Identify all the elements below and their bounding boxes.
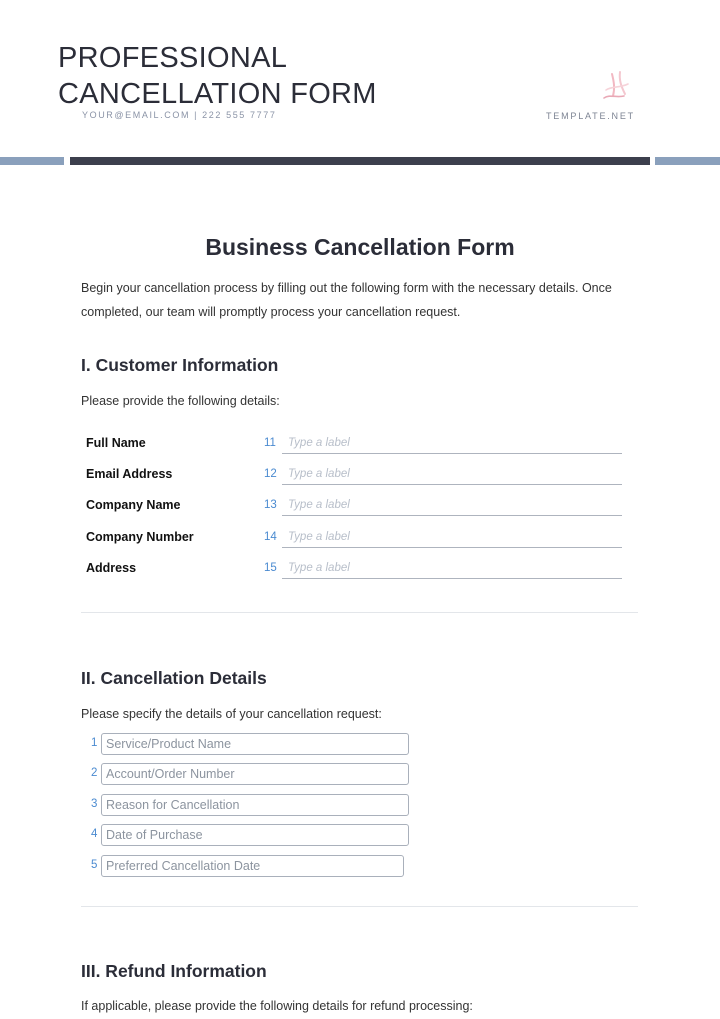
field-placeholder: Type a label [288,499,350,511]
field-number: 2 [91,767,98,779]
company-number-input[interactable] [282,526,622,548]
field-number: 5 [91,859,98,871]
field-row-company-number [86,526,622,550]
field-number: 12 [264,468,277,480]
header-band-right [655,157,720,165]
company-name-input[interactable] [282,494,622,516]
field-number: 14 [264,531,277,543]
field-label: Full Name [86,436,146,450]
field-row-service-product-name [91,733,411,755]
field-placeholder: Type a label [288,437,350,449]
field-row-address [86,557,622,581]
address-input[interactable] [282,557,622,579]
field-row-company-name [86,494,622,518]
header-title-line1: PROFESSIONAL [58,42,288,74]
field-label: Email Address [86,467,173,481]
template-net-logo-icon [598,68,638,104]
document-intro: Begin your cancellation process by filling out the following form with the necessary details. Once completed, our team will promptly process your cancellation request. [81,281,612,319]
field-number: 15 [264,562,277,574]
field-label: Address [86,561,137,575]
field-label: Company Name [86,498,181,512]
field-placeholder: Type a label [288,468,350,480]
field-number: 4 [91,828,98,840]
section-divider [81,906,638,907]
preferred-cancellation-date-input[interactable]: Preferred Cancellation Date [101,855,404,877]
field-number: 1 [91,737,98,749]
section-heading-refund-info: III. Refund Information [81,961,267,981]
field-row-preferred-cancellation-date [91,855,411,877]
field-number: 3 [91,798,98,810]
email-address-input[interactable] [282,463,622,485]
logo-text: TEMPLATE.NET [546,111,635,121]
reason-for-cancellation-input[interactable]: Reason for Cancellation [101,794,409,816]
field-row-reason-for-cancellation [91,794,411,816]
field-label: Company Number [86,530,194,544]
header-band-center [70,157,650,165]
header-title [58,40,377,112]
section-description-refund-info: If applicable, please provide the following details for refund processing: [81,999,473,1013]
field-row-email-address [86,463,622,487]
section-divider [81,612,638,613]
section-description-customer-info: Please provide the following details: [81,394,280,408]
account-order-number-input[interactable]: Account/Order Number [101,763,409,785]
field-number: 11 [264,437,276,449]
section-heading-cancellation-details: II. Cancellation Details [81,668,267,688]
header-title-line2: CANCELLATION FORM [58,78,377,110]
field-row-date-of-purchase [91,824,411,846]
document-title: Business Cancellation Form [205,234,515,260]
date-of-purchase-input[interactable]: Date of Purchase [101,824,409,846]
field-number: 13 [264,499,277,511]
field-row-full-name [86,432,622,456]
field-row-account-order-number [91,763,411,785]
field-placeholder: Type a label [288,531,350,543]
section-description-cancellation-details: Please specify the details of your cancellation request: [81,707,382,721]
header-contact: YOUR@EMAIL.COM | 222 555 7777 [82,110,277,120]
header-band-left [0,157,64,165]
full-name-input[interactable] [282,432,622,454]
section-heading-customer-info: I. Customer Information [81,355,279,375]
field-placeholder: Type a label [288,562,350,574]
service-product-name-input[interactable]: Service/Product Name [101,733,409,755]
